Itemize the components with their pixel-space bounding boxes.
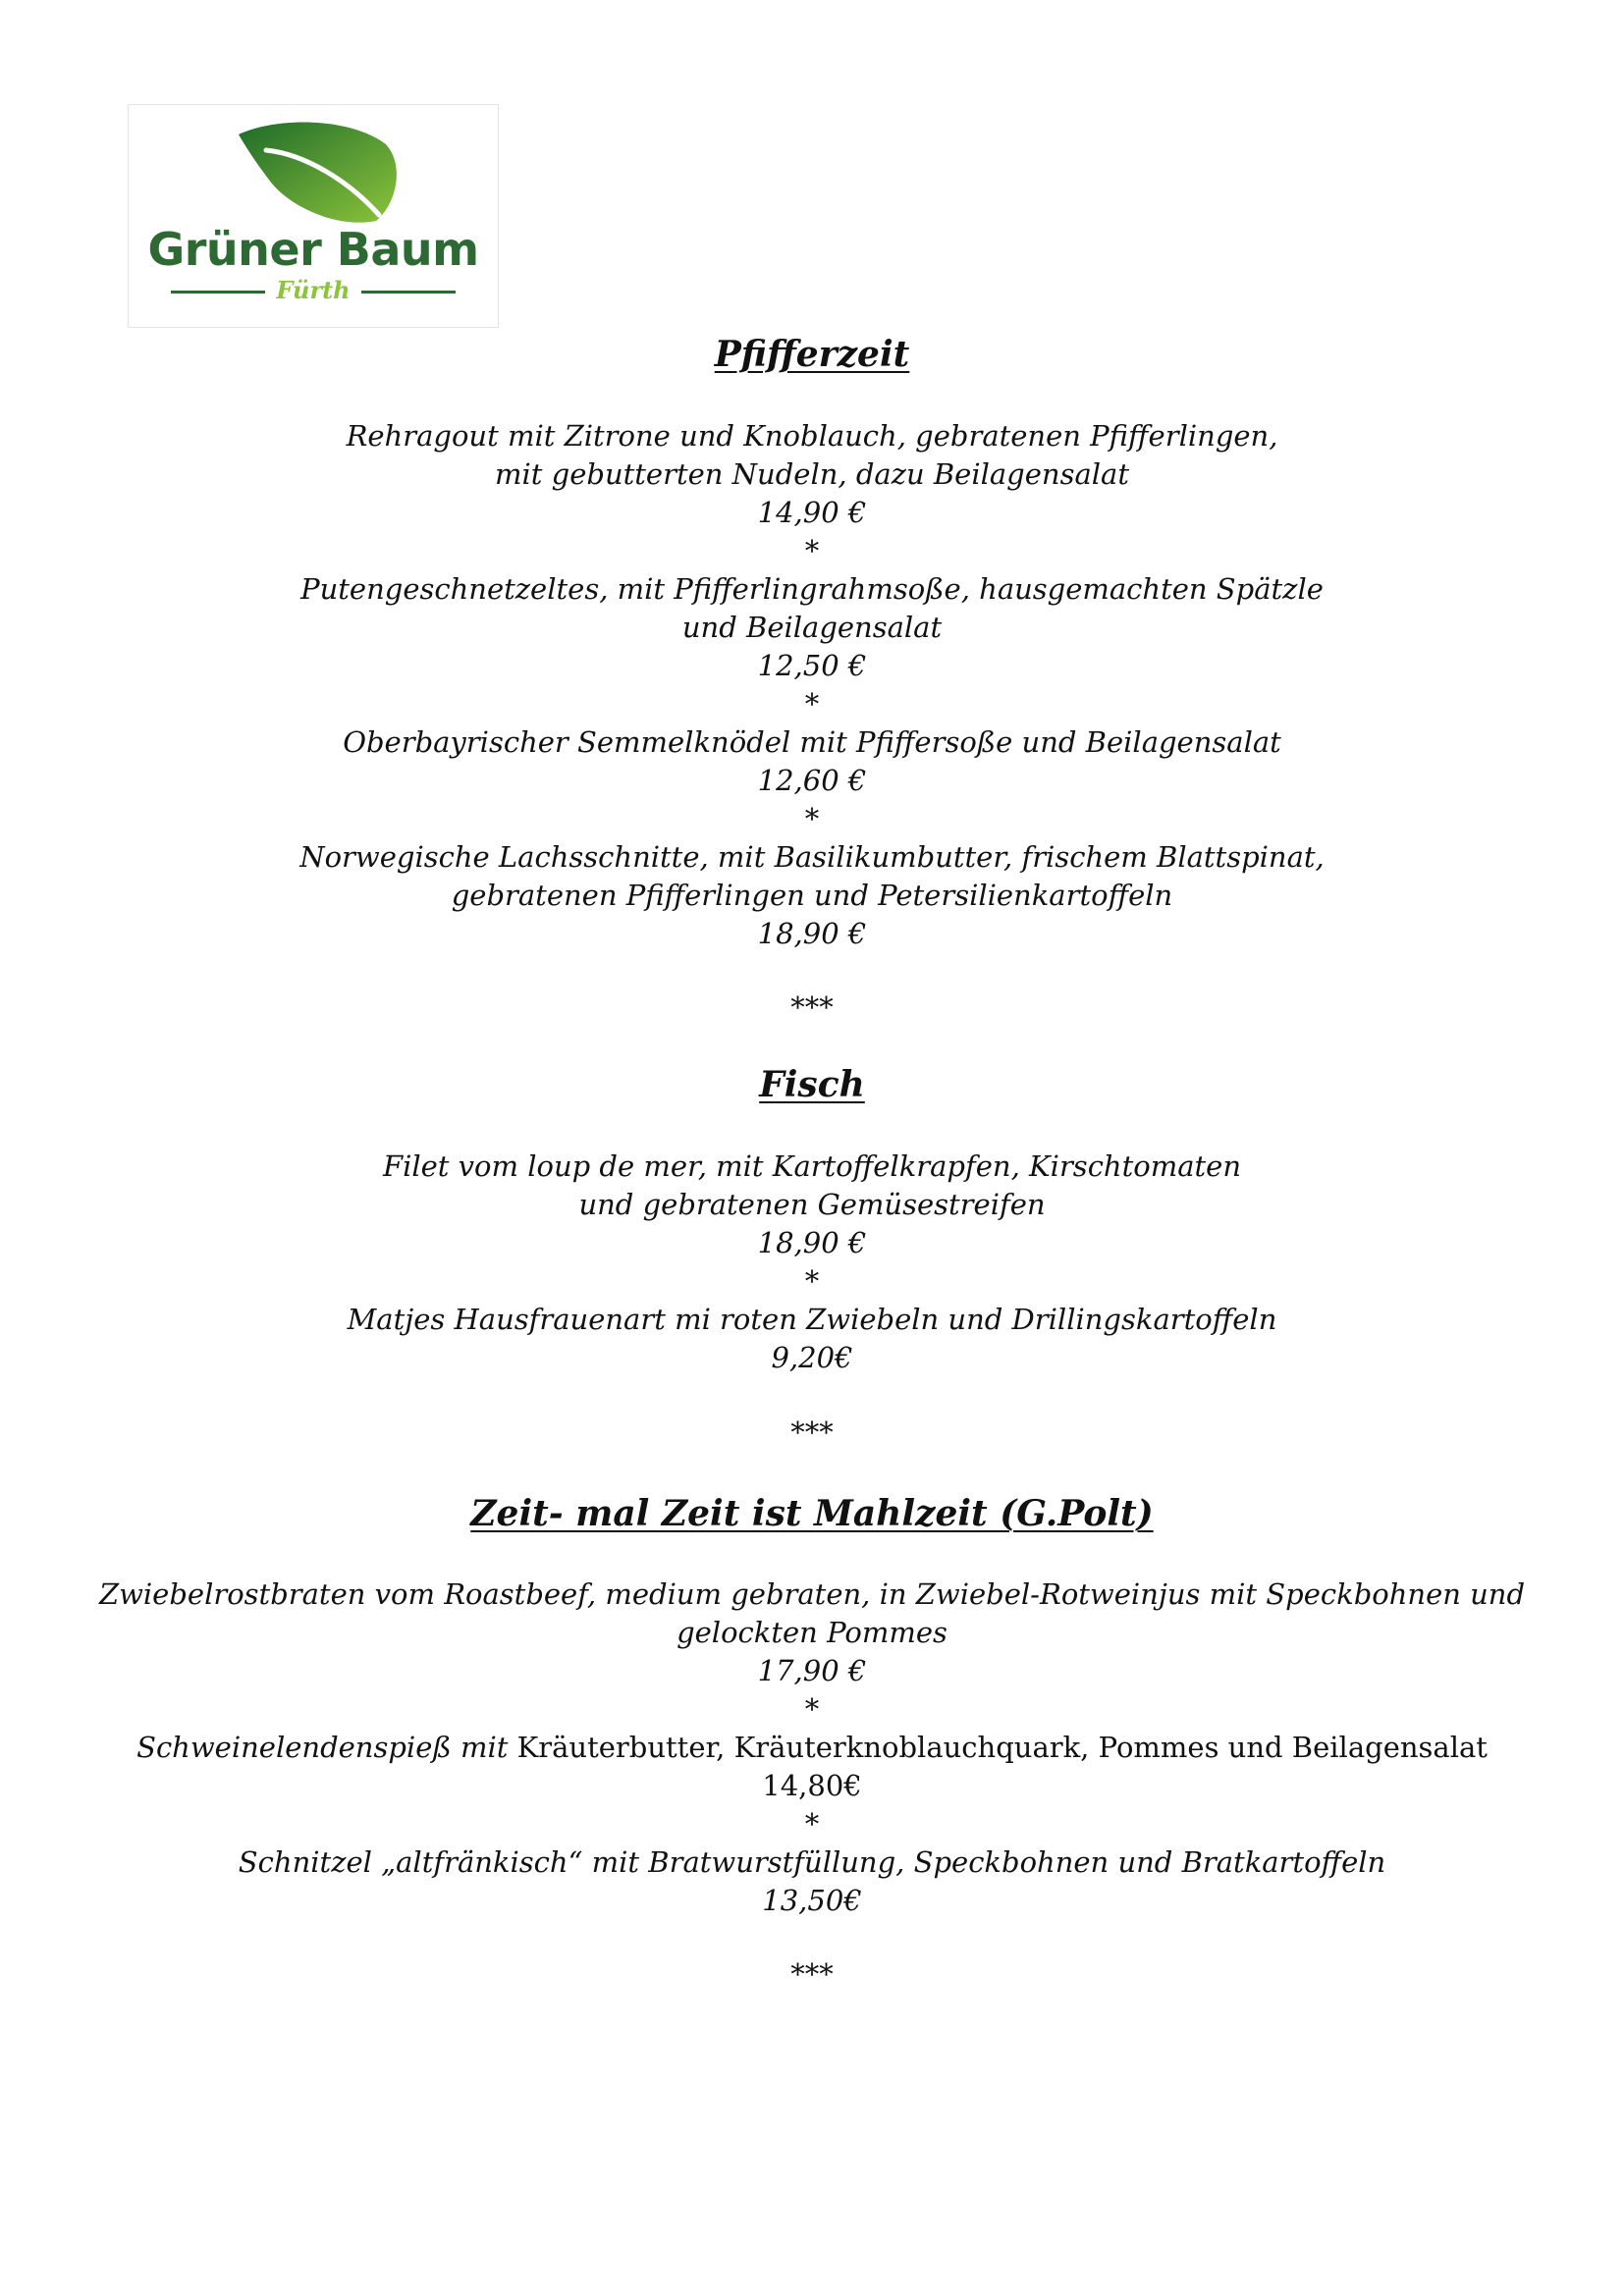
menu-item — [0, 1301, 1624, 1377]
item-separator: * — [804, 802, 820, 835]
dish-description: und gebratenen Gemüsestreifen — [578, 1188, 1046, 1221]
menu-item — [0, 1843, 1624, 1920]
menu-section — [0, 1062, 1624, 1452]
dish-price: 13,50€ — [762, 1884, 862, 1917]
section-title: Pfifferzeit — [714, 334, 910, 375]
menu-item — [0, 417, 1624, 532]
dish-description: mit gebutterten Nudeln, dazu Beilagensalat — [495, 457, 1129, 491]
logo-name: Grüner Baum — [147, 223, 479, 276]
dish-price: 12,50 € — [757, 649, 867, 682]
dish-price: 18,90 € — [757, 1226, 867, 1259]
menu-item — [0, 1729, 1624, 1805]
menu-content — [0, 332, 1624, 1994]
dish-description: Oberbayrischer Semmelknödel mit Pfiffersoße und Beilagensalat — [343, 725, 1281, 759]
dish-description: Filet vom loup de mer, mit Kartoffelkrapfen, Kirschtomaten — [382, 1149, 1242, 1183]
dish-description: Norwegische Lachsschnitte, mit Basilikumbutter, frischem Blattspinat, — [299, 840, 1325, 874]
dish-description: Rehragout mit Zitrone und Knoblauch, gebratenen Pfifferlingen, — [346, 419, 1278, 453]
menu-section — [0, 1491, 1624, 1994]
dish-description: Schnitzel „altfränkisch“ mit Bratwurstfüllung, Speckbohnen und Bratkartoffeln — [238, 1845, 1386, 1879]
item-separator: * — [804, 1692, 820, 1726]
menu-item — [0, 570, 1624, 685]
menu-item — [0, 723, 1624, 800]
dish-description: gelockten Pommes — [677, 1616, 947, 1649]
item-separator: * — [804, 534, 820, 567]
dish-description: Zwiebelrostbraten vom Roastbeef, medium gebraten, in Zwiebel-Rotweinjus mit Speckbohnen und — [98, 1577, 1526, 1611]
dish-description-upright: Kräuterbutter, Kräuterknoblauchquark, Pommes und Beilagensalat — [508, 1731, 1488, 1764]
dish-description: Matjes Hausfrauenart mi roten Zwiebeln und Drillingskartoffeln — [347, 1303, 1277, 1336]
menu-item — [0, 1148, 1624, 1262]
dish-description: Putengeschnetzeltes, mit Pfifferlingrahmsoße, hausgemachten Spätzle — [300, 572, 1324, 606]
dish-price: 9,20€ — [771, 1341, 853, 1374]
section-title: Zeit- mal Zeit ist Mahlzeit (G.Polt) — [470, 1493, 1154, 1534]
logo-city: Fürth — [276, 276, 351, 304]
restaurant-logo — [128, 104, 499, 328]
section-end-mark: *** — [790, 1415, 834, 1449]
dish-description-italic: Schweinelendenspieß mit — [136, 1731, 509, 1764]
dish-price: 17,90 € — [757, 1654, 867, 1687]
menu-item — [0, 1575, 1624, 1690]
item-separator: * — [804, 687, 820, 721]
dish-description — [0, 1729, 1624, 1767]
dish-price: 18,90 € — [757, 917, 867, 950]
logo-rule-right — [361, 291, 456, 294]
menu-section — [0, 332, 1624, 1027]
dish-price: 14,90 € — [757, 496, 867, 529]
menu-item — [0, 838, 1624, 953]
dish-price: 14,80€ — [762, 1769, 862, 1802]
section-end-mark: *** — [790, 1957, 834, 1991]
dish-description: und Beilagensalat — [681, 611, 943, 644]
dish-description: gebratenen Pfifferlingen und Petersilienkartoffeln — [451, 879, 1173, 912]
section-title: Fisch — [759, 1064, 865, 1105]
section-end-mark: *** — [790, 990, 834, 1024]
dish-price: 12,60 € — [757, 764, 867, 797]
item-separator: * — [804, 1264, 820, 1298]
item-separator: * — [804, 1807, 820, 1841]
